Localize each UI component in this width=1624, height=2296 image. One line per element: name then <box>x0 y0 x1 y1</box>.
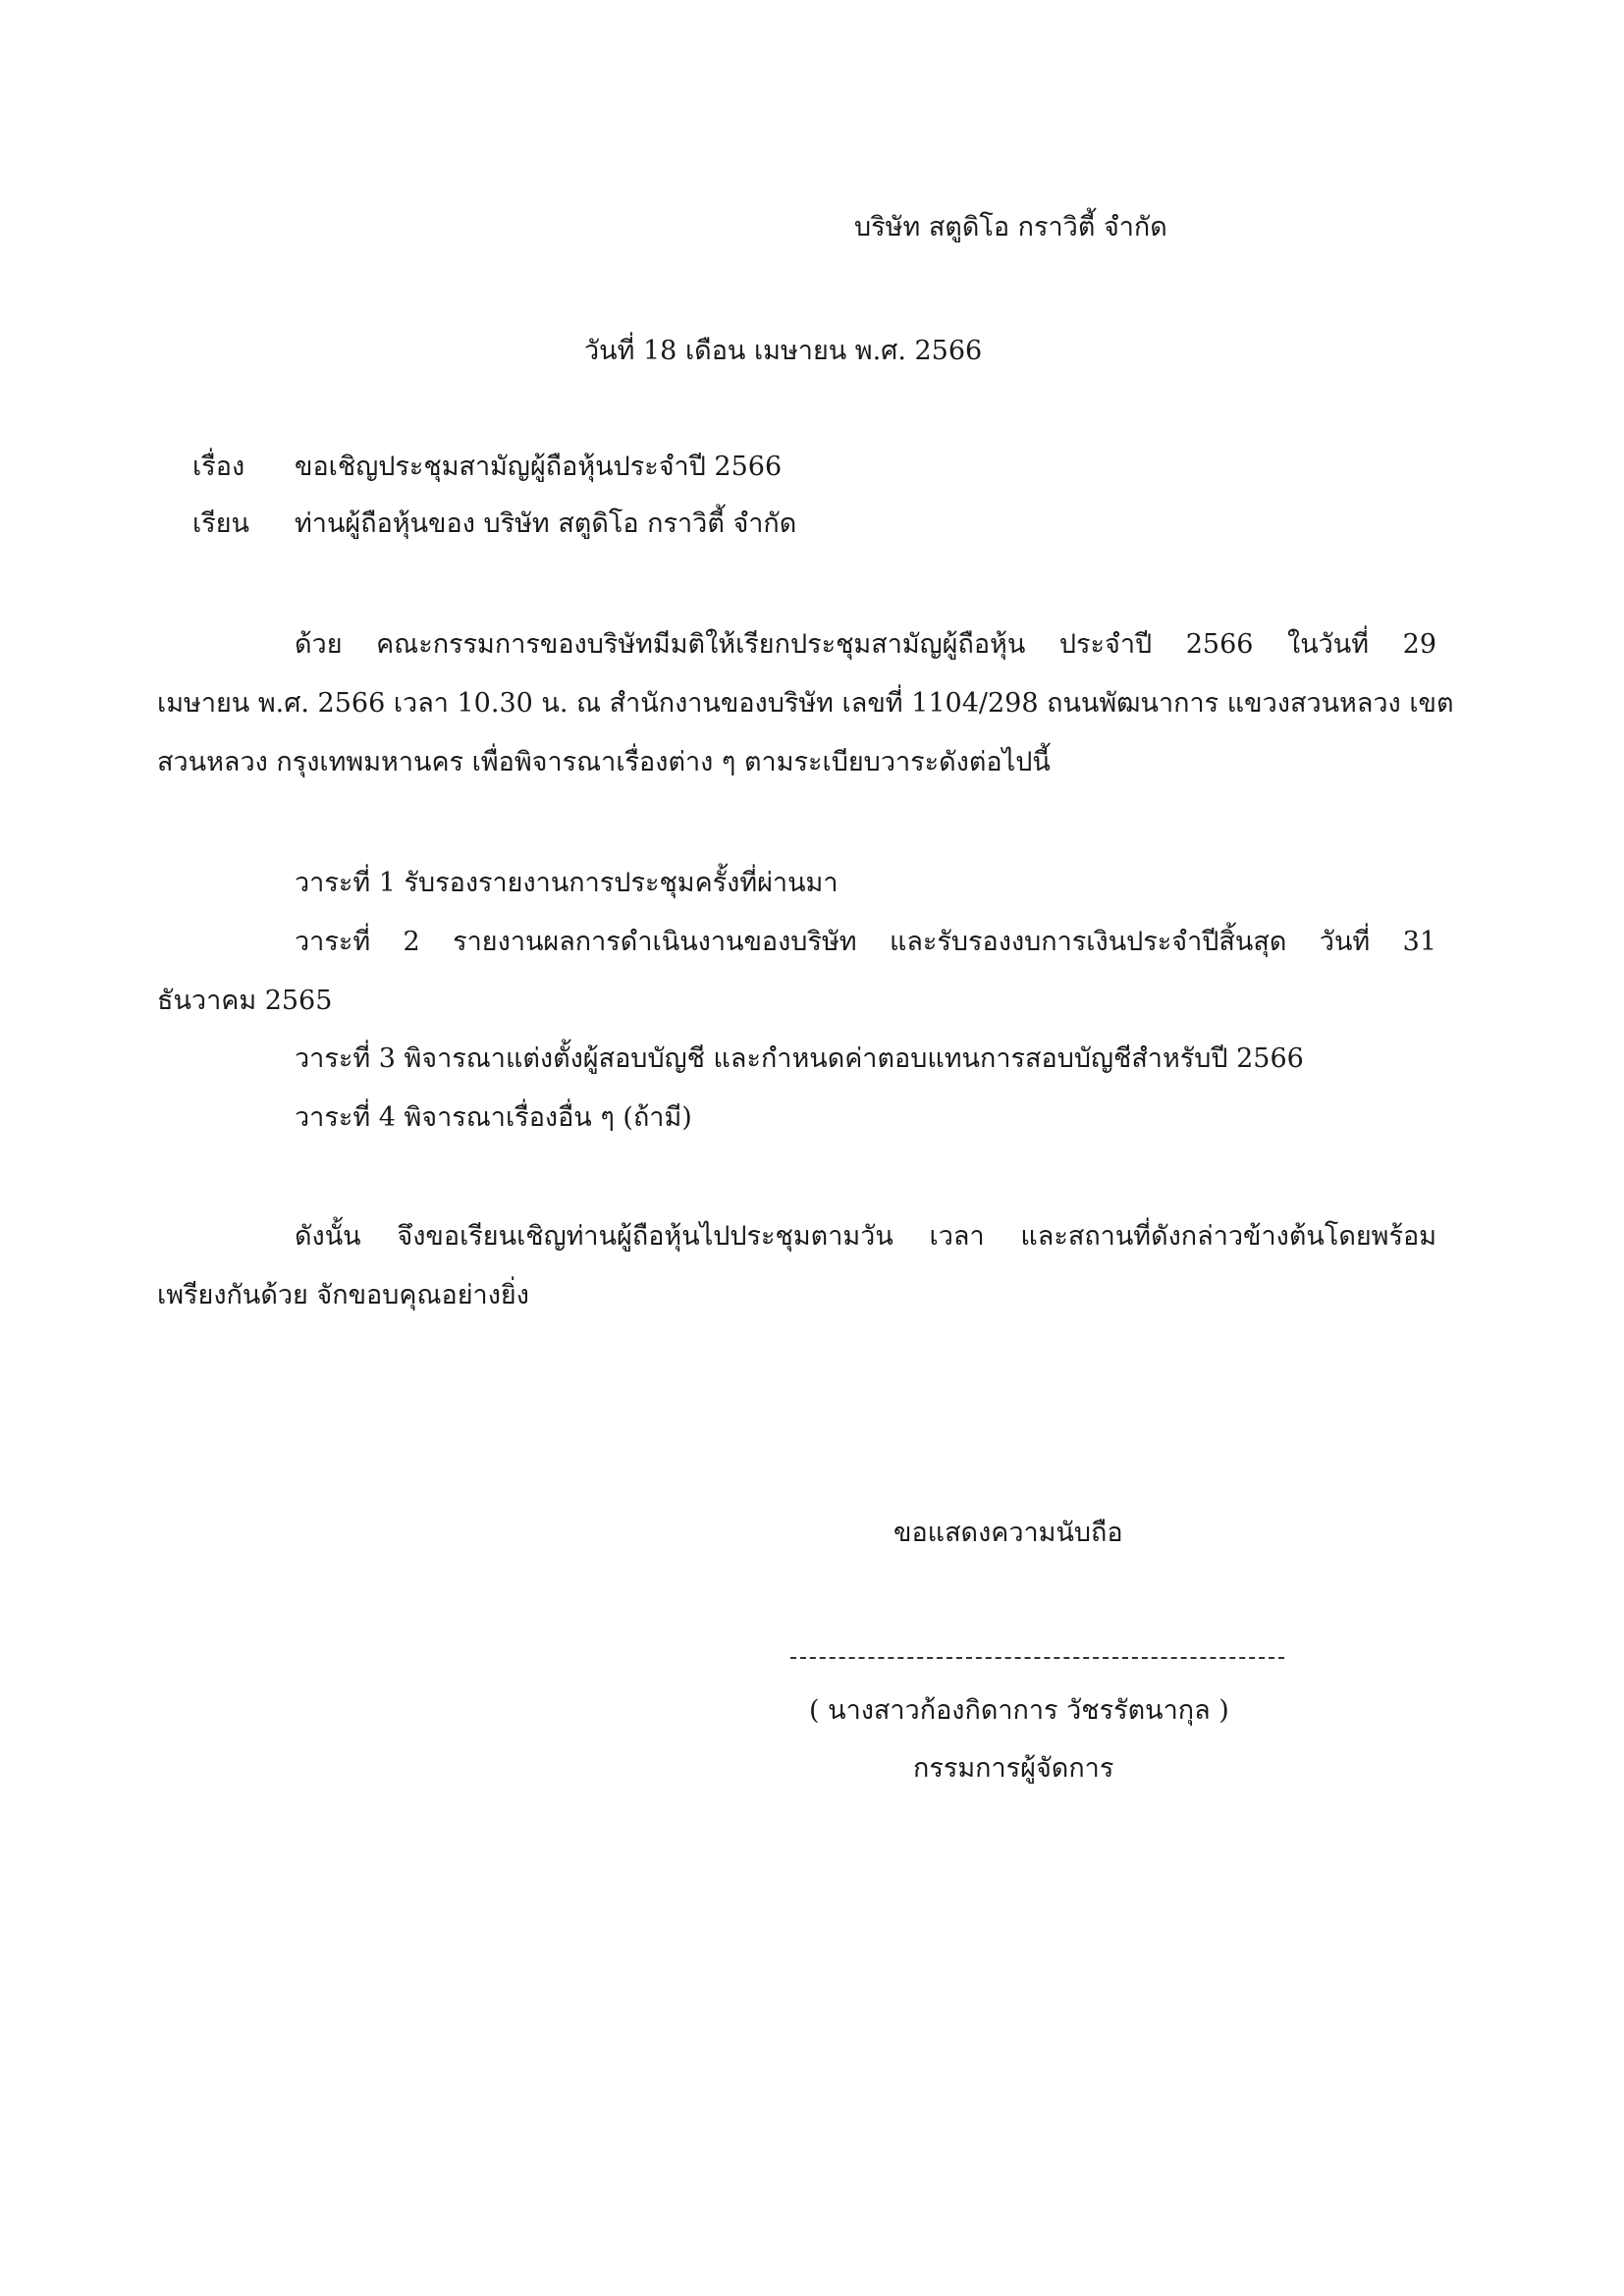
subject-text: ขอเชิญประชุมสามัญผู้ถือหุ้นประจำปี 2566 <box>295 452 783 482</box>
agenda-item-2-cont: ธันวาคม 2565 <box>157 986 333 1016</box>
intro-line-3: สวนหลวง กรุงเทพมหานคร เพื่อพิจารณาเรื่องต่าง ๆ ตามระเบียบวาระดังต่อไปนี้ <box>157 747 1051 777</box>
recipient-label: เรียน <box>192 508 250 539</box>
subject-label: เรื่อง <box>192 452 245 482</box>
intro-line-2: เมษายน พ.ศ. 2566 เวลา 10.30 น. ณ สำนักงานของบริษัท เลขที่ 1104/298 ถนนพัฒนาการ แขวงสวนหลวง เขต <box>157 688 1454 719</box>
regards: ขอแสดงความนับถือ <box>893 1518 1123 1548</box>
recipient-text: ท่านผู้ถือหุ้นของ บริษัท สตูดิโอ กราวิตี้ จำกัด <box>295 508 797 539</box>
company-name: บริษัท สตูดิโอ กราวิตี้ จำกัด <box>854 212 1167 242</box>
agenda-item-3: วาระที่ 3 พิจารณาแต่งตั้งผู้สอบบัญชี และกำหนดค่าตอบแทนการสอบบัญชีสำหรับปี 2566 <box>295 1043 1304 1074</box>
closing-line-1: ดังนั้น จึงขอเรียนเชิญท่านผู้ถือหุ้นไปประชุมตามวัน เวลา และสถานที่ดังกล่าวข้างต้นโดยพร้อม <box>295 1221 1436 1252</box>
letter-date: วันที่ 18 เดือน เมษายน พ.ศ. 2566 <box>584 336 983 366</box>
agenda-item-1: วาระที่ 1 รับรองรายงานการประชุมครั้งที่ผ่านมา <box>295 868 839 898</box>
signatory-position: กรรมการผู้จัดการ <box>913 1753 1114 1784</box>
signatory-name: ( นางสาวก้องกิดาการ วัชรรัตนากุล ) <box>809 1695 1229 1726</box>
signature-line <box>790 1657 1284 1659</box>
agenda-item-4: วาระที่ 4 พิจารณาเรื่องอื่น ๆ (ถ้ามี) <box>295 1102 692 1133</box>
agenda-item-2: วาระที่ 2 รายงานผลการดำเนินงานของบริษัท และรับรองงบการเงินประจำปีสิ้นสุด วันที่ 31 <box>295 927 1436 957</box>
closing-line-2: เพรียงกันด้วย จักขอบคุณอย่างยิ่ง <box>157 1280 529 1310</box>
intro-line-1: ด้วย คณะกรรมการของบริษัทมีมติให้เรียกประชุมสามัญผู้ถือหุ้น ประจำปี 2566 ในวันที่ 29 <box>295 629 1436 660</box>
